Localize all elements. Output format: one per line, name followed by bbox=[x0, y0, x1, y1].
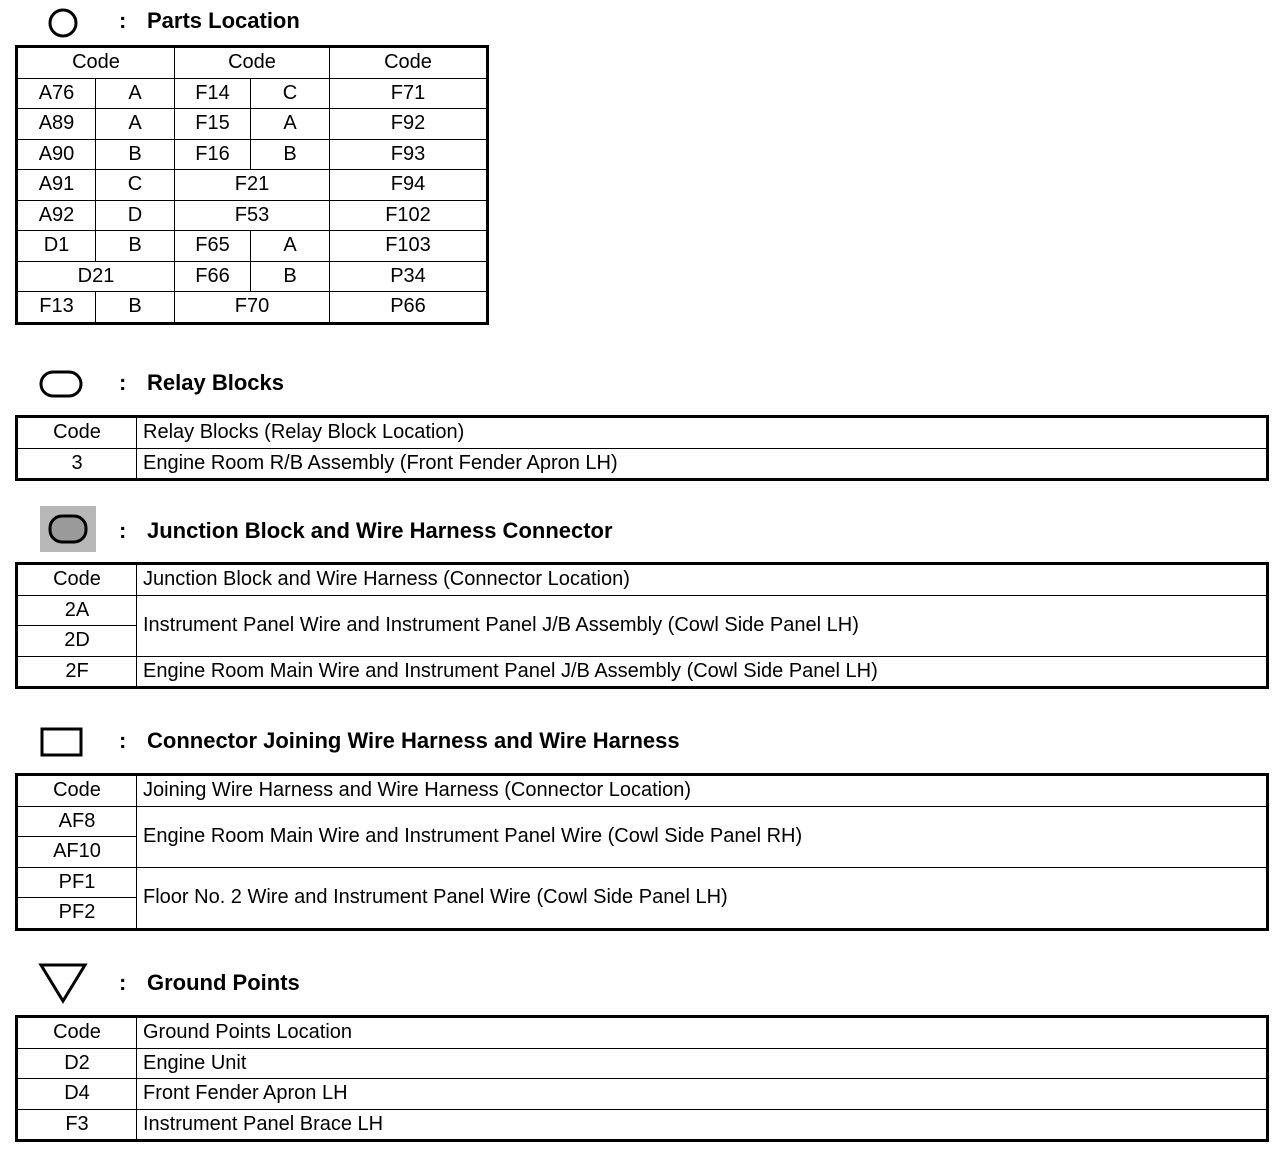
part-code: D21 bbox=[17, 261, 175, 292]
code-header: Code bbox=[17, 775, 137, 807]
table-row bbox=[17, 139, 488, 170]
circle-icon bbox=[46, 6, 80, 40]
table-row bbox=[17, 170, 488, 201]
colon: : bbox=[119, 370, 127, 395]
part-code: F53 bbox=[175, 200, 330, 231]
part-location-letter: C bbox=[96, 170, 175, 201]
part-code: F66 bbox=[175, 261, 251, 292]
row-code: AF10 bbox=[17, 837, 137, 868]
section-title: Ground Points bbox=[147, 970, 300, 995]
part-code: F21 bbox=[175, 170, 330, 201]
code-header: Code bbox=[175, 47, 330, 79]
row-code: D2 bbox=[17, 1048, 137, 1079]
row-description: Floor No. 2 Wire and Instrument Panel Wire (Cowl Side Panel LH) bbox=[137, 867, 1268, 929]
row-code: PF1 bbox=[17, 867, 137, 898]
row-code: 2F bbox=[17, 656, 137, 688]
table-row bbox=[17, 292, 488, 324]
section-title: Parts Location bbox=[147, 8, 300, 33]
table-row bbox=[17, 1079, 1268, 1110]
junction-block-heading bbox=[0, 510, 1280, 550]
part-code: F94 bbox=[330, 170, 488, 201]
part-location-letter: B bbox=[96, 292, 175, 324]
part-code: F65 bbox=[175, 231, 251, 262]
table-row bbox=[17, 867, 1268, 898]
description-header: Ground Points Location bbox=[137, 1017, 1268, 1049]
part-location-letter: B bbox=[251, 139, 330, 170]
part-location-letter: A bbox=[251, 109, 330, 140]
table-row bbox=[17, 231, 488, 262]
parts-location-table bbox=[15, 45, 489, 325]
code-header: Code bbox=[330, 47, 488, 79]
ground-points-table bbox=[15, 1015, 1269, 1142]
table-row bbox=[17, 1048, 1268, 1079]
row-description: Engine Room Main Wire and Instrument Panel Wire (Cowl Side Panel RH) bbox=[137, 806, 1268, 867]
section-title: Junction Block and Wire Harness Connector bbox=[147, 518, 613, 543]
row-description: Engine Room R/B Assembly (Front Fender Apron LH) bbox=[137, 448, 1268, 480]
colon: : bbox=[119, 8, 127, 33]
part-code: D1 bbox=[17, 231, 96, 262]
ground-points-heading bbox=[0, 962, 1280, 1002]
table-row bbox=[17, 595, 1268, 626]
rounded-oval-icon bbox=[38, 368, 84, 400]
row-code: PF2 bbox=[17, 898, 137, 930]
row-code: AF8 bbox=[17, 806, 137, 837]
part-location-letter: C bbox=[251, 78, 330, 109]
description-header: Joining Wire Harness and Wire Harness (Connector Location) bbox=[137, 775, 1268, 807]
shaded-oval-icon bbox=[40, 506, 96, 552]
colon: : bbox=[119, 518, 127, 543]
parts-location-heading bbox=[0, 2, 1280, 42]
table-row bbox=[17, 78, 488, 109]
rectangle-icon bbox=[40, 726, 84, 758]
part-code: P34 bbox=[330, 261, 488, 292]
triangle-down-icon bbox=[38, 962, 88, 1004]
part-code: F103 bbox=[330, 231, 488, 262]
header-row bbox=[17, 775, 1268, 807]
part-code: A90 bbox=[17, 139, 96, 170]
row-code: 2D bbox=[17, 626, 137, 657]
part-location-letter: B bbox=[96, 231, 175, 262]
header-row bbox=[17, 47, 488, 79]
junction-block-table bbox=[15, 562, 1269, 689]
row-description: Engine Unit bbox=[137, 1048, 1268, 1079]
row-code: F3 bbox=[17, 1109, 137, 1141]
description-header: Relay Blocks (Relay Block Location) bbox=[137, 417, 1268, 449]
part-code: F92 bbox=[330, 109, 488, 140]
table-row bbox=[17, 806, 1268, 837]
part-location-letter: B bbox=[96, 139, 175, 170]
part-code: A92 bbox=[17, 200, 96, 231]
section-title: Connector Joining Wire Harness and Wire Harness bbox=[147, 728, 680, 753]
part-code: A91 bbox=[17, 170, 96, 201]
section-title: Relay Blocks bbox=[147, 370, 284, 395]
part-code: P66 bbox=[330, 292, 488, 324]
connector-joining-heading bbox=[0, 722, 1280, 762]
part-code: F93 bbox=[330, 139, 488, 170]
row-code: 2A bbox=[17, 595, 137, 626]
part-code: F14 bbox=[175, 78, 251, 109]
table-row bbox=[17, 200, 488, 231]
part-location-letter: A bbox=[96, 109, 175, 140]
part-location-letter: B bbox=[251, 261, 330, 292]
part-code: A76 bbox=[17, 78, 96, 109]
table-row bbox=[17, 448, 1268, 480]
header-row bbox=[17, 564, 1268, 596]
part-code: F102 bbox=[330, 200, 488, 231]
part-location-letter: A bbox=[251, 231, 330, 262]
part-code: F13 bbox=[17, 292, 96, 324]
part-code: F15 bbox=[175, 109, 251, 140]
table-row bbox=[17, 109, 488, 140]
part-location-letter: D bbox=[96, 200, 175, 231]
code-header: Code bbox=[17, 47, 175, 79]
part-code: F71 bbox=[330, 78, 488, 109]
row-description: Instrument Panel Wire and Instrument Panel J/B Assembly (Cowl Side Panel LH) bbox=[137, 595, 1268, 656]
part-location-letter: A bbox=[96, 78, 175, 109]
part-code: F70 bbox=[175, 292, 330, 324]
colon: : bbox=[119, 728, 127, 753]
table-row bbox=[17, 261, 488, 292]
table-row bbox=[17, 656, 1268, 688]
code-header: Code bbox=[17, 564, 137, 596]
table-row bbox=[17, 1109, 1268, 1141]
colon: : bbox=[119, 970, 127, 995]
row-code: D4 bbox=[17, 1079, 137, 1110]
row-description: Front Fender Apron LH bbox=[137, 1079, 1268, 1110]
header-row bbox=[17, 417, 1268, 449]
row-description: Engine Room Main Wire and Instrument Panel J/B Assembly (Cowl Side Panel LH) bbox=[137, 656, 1268, 688]
row-description: Instrument Panel Brace LH bbox=[137, 1109, 1268, 1141]
part-code: F16 bbox=[175, 139, 251, 170]
description-header: Junction Block and Wire Harness (Connector Location) bbox=[137, 564, 1268, 596]
row-code: 3 bbox=[17, 448, 137, 480]
connector-joining-table bbox=[15, 773, 1269, 931]
code-header: Code bbox=[17, 417, 137, 449]
part-code: A89 bbox=[17, 109, 96, 140]
relay-blocks-table bbox=[15, 415, 1269, 481]
code-header: Code bbox=[17, 1017, 137, 1049]
header-row bbox=[17, 1017, 1268, 1049]
relay-blocks-heading bbox=[0, 364, 1280, 404]
